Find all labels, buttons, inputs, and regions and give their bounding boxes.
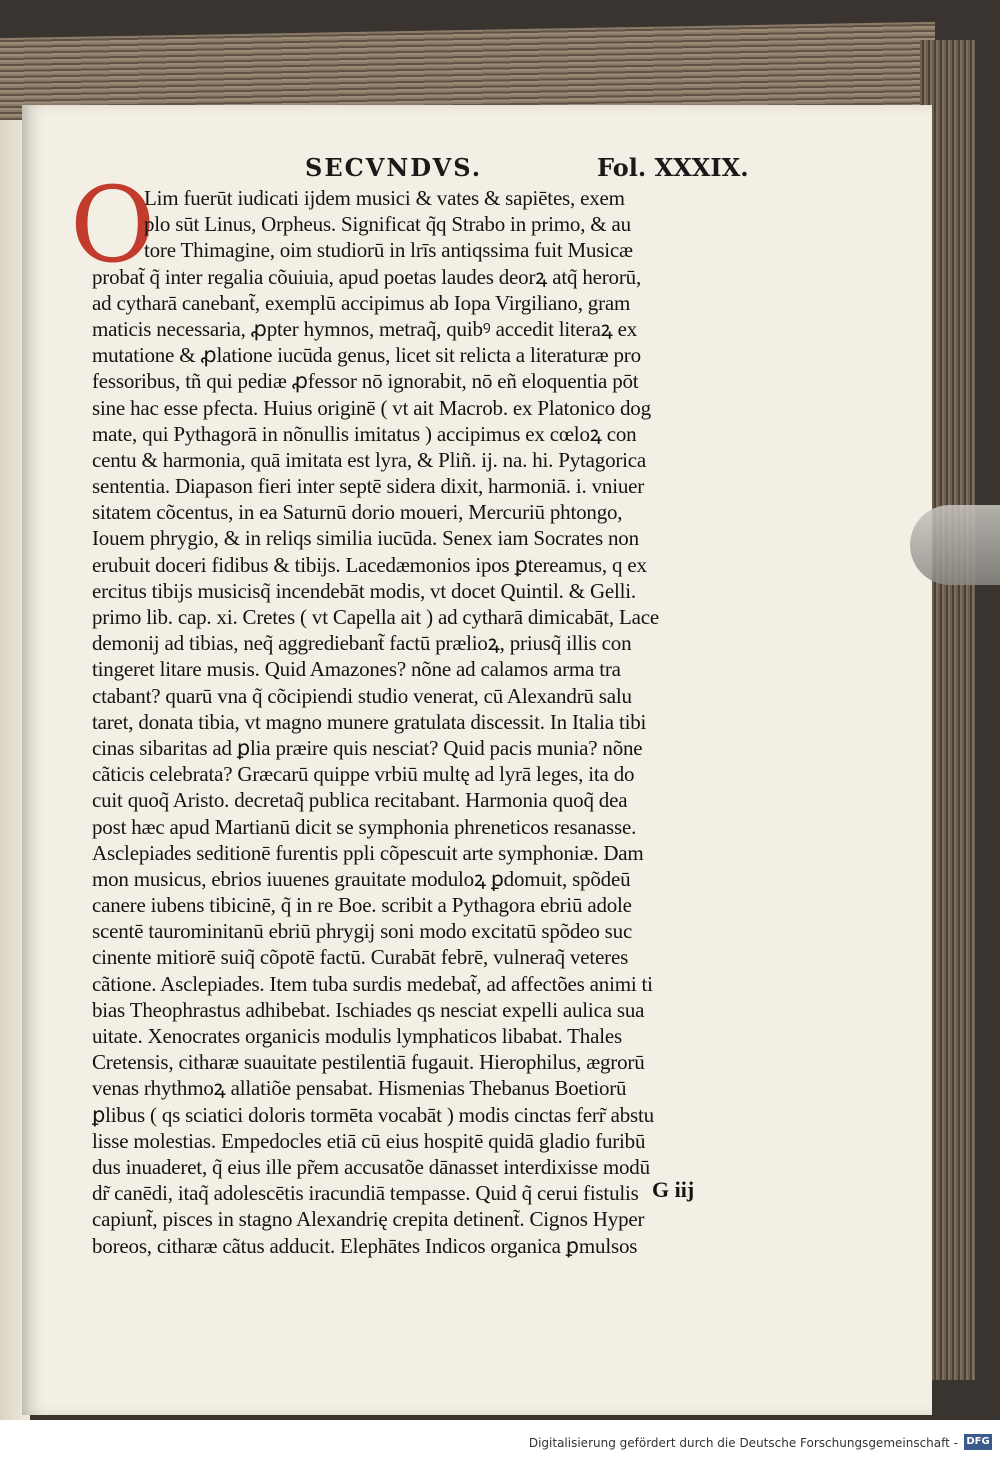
dfg-logo-icon: DFG bbox=[964, 1434, 992, 1450]
text-line: Cretensis, citharæ suauitate pestilentiā fugauit. Hierophilus, ægrorū bbox=[92, 1050, 645, 1075]
text-line: capiunt̃, pisces in stagno Alexandrię crepita detinent̃. Cignos Hyper bbox=[92, 1207, 645, 1232]
text-line: ercitus tibijs musicisq̃ incendebāt modis, vt docet Quintil. & Gelli. bbox=[92, 578, 636, 603]
red-initial-letter: O bbox=[70, 164, 156, 286]
text-line: ctabant? quarū vna q̃ cõcipiendi studio venerat, cū Alexandrū salu bbox=[92, 683, 632, 708]
text-line: scentē taurominitanū ebriū phrygij soni modo excitatū spõdeo suc bbox=[92, 919, 633, 944]
text-line: cãticis celebrata? Græcarū quippe vrbiū multę ad lyrā leges, ita do bbox=[92, 762, 635, 787]
text-line: Asclepiades seditionē furentis ppli cõpescuit arte symphoniæ. Dam bbox=[92, 840, 644, 865]
signature-mark: G iij bbox=[652, 1177, 695, 1202]
text-line: dr̃ canēdi, itaq̃ adolescētis iracundiā tempasse. Quid q̃ cerui fistulis bbox=[92, 1181, 639, 1206]
text-line: tingeret litare musis. Quid Amazones? nõne ad calamos arma tra bbox=[92, 657, 621, 682]
text-line: canere iubens tibicinē, q̃ in re Boe. scribit a Pythagora ebriū adole bbox=[92, 893, 632, 918]
text-line: centu & harmonia, quā imitata est lyra, & Pliñ. ij. na. hi. Pytagorica bbox=[92, 447, 647, 472]
text-line: uitate. Xenocrates organicis modulis lymphaticos libabat. Thales bbox=[92, 1024, 622, 1048]
text-line: venas rhythmoꝝ allatiõe pensabat. Hismenias Thebanus Boetiorū bbox=[92, 1076, 627, 1101]
text-line: demonij ad tibias, neq̃ aggrediebant̃ factū prælioꝝ, priusq̃ illis con bbox=[92, 631, 632, 656]
text-line: plo sūt Linus, Orpheus. Significat q̃q Strabo in primo, & au bbox=[144, 212, 631, 237]
text-line: dus inuaderet, q̃ eius ille pr̃em accusatõe dānasset interdixisse modū bbox=[92, 1154, 650, 1179]
text-line: Iouem phrygio, & in reliqs similia iucūda. Senex iam Socrates non bbox=[92, 526, 639, 551]
text-line: cãtione. Asclepiades. Item tuba surdis medebat̃, ad affectões animi ti bbox=[92, 971, 653, 996]
text-line: cinas sibaritas ad ꝑlia præire quis nesciat? Quid pacis munia? nõne bbox=[92, 735, 643, 760]
text-line: ad cytharā canebant̃, exemplū accipimus ab Iopa Virgiliano, gram bbox=[92, 290, 631, 315]
text-line: Lim fuerūt iudicati ijdem musici & vates & sapiētes, exem bbox=[144, 186, 625, 210]
text-line: fessoribus, tñ qui pediæ ꝓfessor nō ignorabit, nō eñ eloquentia pōt bbox=[92, 369, 639, 394]
folio-number: Fol. XXXIX. bbox=[597, 153, 749, 182]
funding-credit: Digitalisierung gefördert durch die Deutsche Forschungsgemeinschaft - bbox=[528, 1436, 958, 1450]
text-line: lisse molestias. Empedocles etiā cū eius hospitē quidā gladio furibū bbox=[92, 1128, 646, 1153]
running-head: SECVNDVS. bbox=[305, 153, 483, 182]
text-line: erubuit doceri fidibus & tibijs. Lacedæmonios ipos ꝑtereamus, q ex bbox=[92, 552, 647, 577]
text-line: tore Thimagine, oim studiorū in lrīs antiqssima fuit Musicæ bbox=[144, 238, 633, 263]
text-line: bias Theophrastus adhibebat. Ischiades qs nesciat expelli aulica sua bbox=[92, 997, 645, 1022]
text-line: ꝑlibus ( qs sciatici doloris tormēta vocabāt ) modis cinctas ferr̃ abstu bbox=[92, 1102, 654, 1127]
text-line: cuit quoq̃ Aristo. decretaq̃ publica recitabant. Harmonia quoq̃ dea bbox=[92, 788, 628, 813]
text-line: boreos, citharæ cãtus adducit. Elephātes Indicos organica ꝑmulsos bbox=[92, 1233, 638, 1258]
right-page bbox=[22, 105, 932, 1415]
text-line: sententia. Diapason fieri inter septē sidera dixit, harmoniā. i. vniuer bbox=[92, 474, 645, 499]
text-line: mon musicus, ebrios iuuenes grauitate moduloꝝ ꝑdomuit, spõdeū bbox=[92, 866, 631, 891]
text-line: sine hac esse pfecta. Huius originē ( vt ait Macrob. ex Platonico dog bbox=[92, 395, 651, 420]
page-header bbox=[22, 153, 932, 183]
text-line: maticis necessaria, ꝓpter hymnos, metraq̃, quibꝰ accedit literaꝝ ex bbox=[92, 316, 638, 341]
text-line: cinente mitiorē suiq̃ cõpotē factū. Curabāt febrē, vulneraq̃ veteres bbox=[92, 945, 629, 970]
footer-bar bbox=[0, 1420, 1000, 1466]
text-line: primo lib. cap. xi. Cretes ( vt Capella ait ) ad cytharā dimicabāt, Lace bbox=[92, 605, 659, 629]
text-line: probat̃ q̃ inter regalia cõuiuia, apud poetas laudes deorꝝ atq̃ herorū, bbox=[92, 264, 641, 289]
text-line: taret, donata tibia, vt magno munere gratulata discessit. In Italia tibi bbox=[92, 709, 647, 734]
page-clip bbox=[910, 505, 1000, 585]
text-line: mutatione & ꝓlatione iucūda genus, licet sit relicta a literaturæ pro bbox=[92, 343, 641, 368]
text-line: sitatem cõcentus, in ea Saturnū dorio moueri, Mercuriū phtongo, bbox=[92, 500, 623, 525]
text-line: post hæc apud Martianū dicit se symphonia phreneticos resanasse. bbox=[92, 814, 637, 839]
body-text bbox=[92, 185, 772, 1259]
text-line: mate, qui Pythagorā in nõnullis imitatus ) accipimus ex cœloꝝ con bbox=[92, 421, 637, 446]
